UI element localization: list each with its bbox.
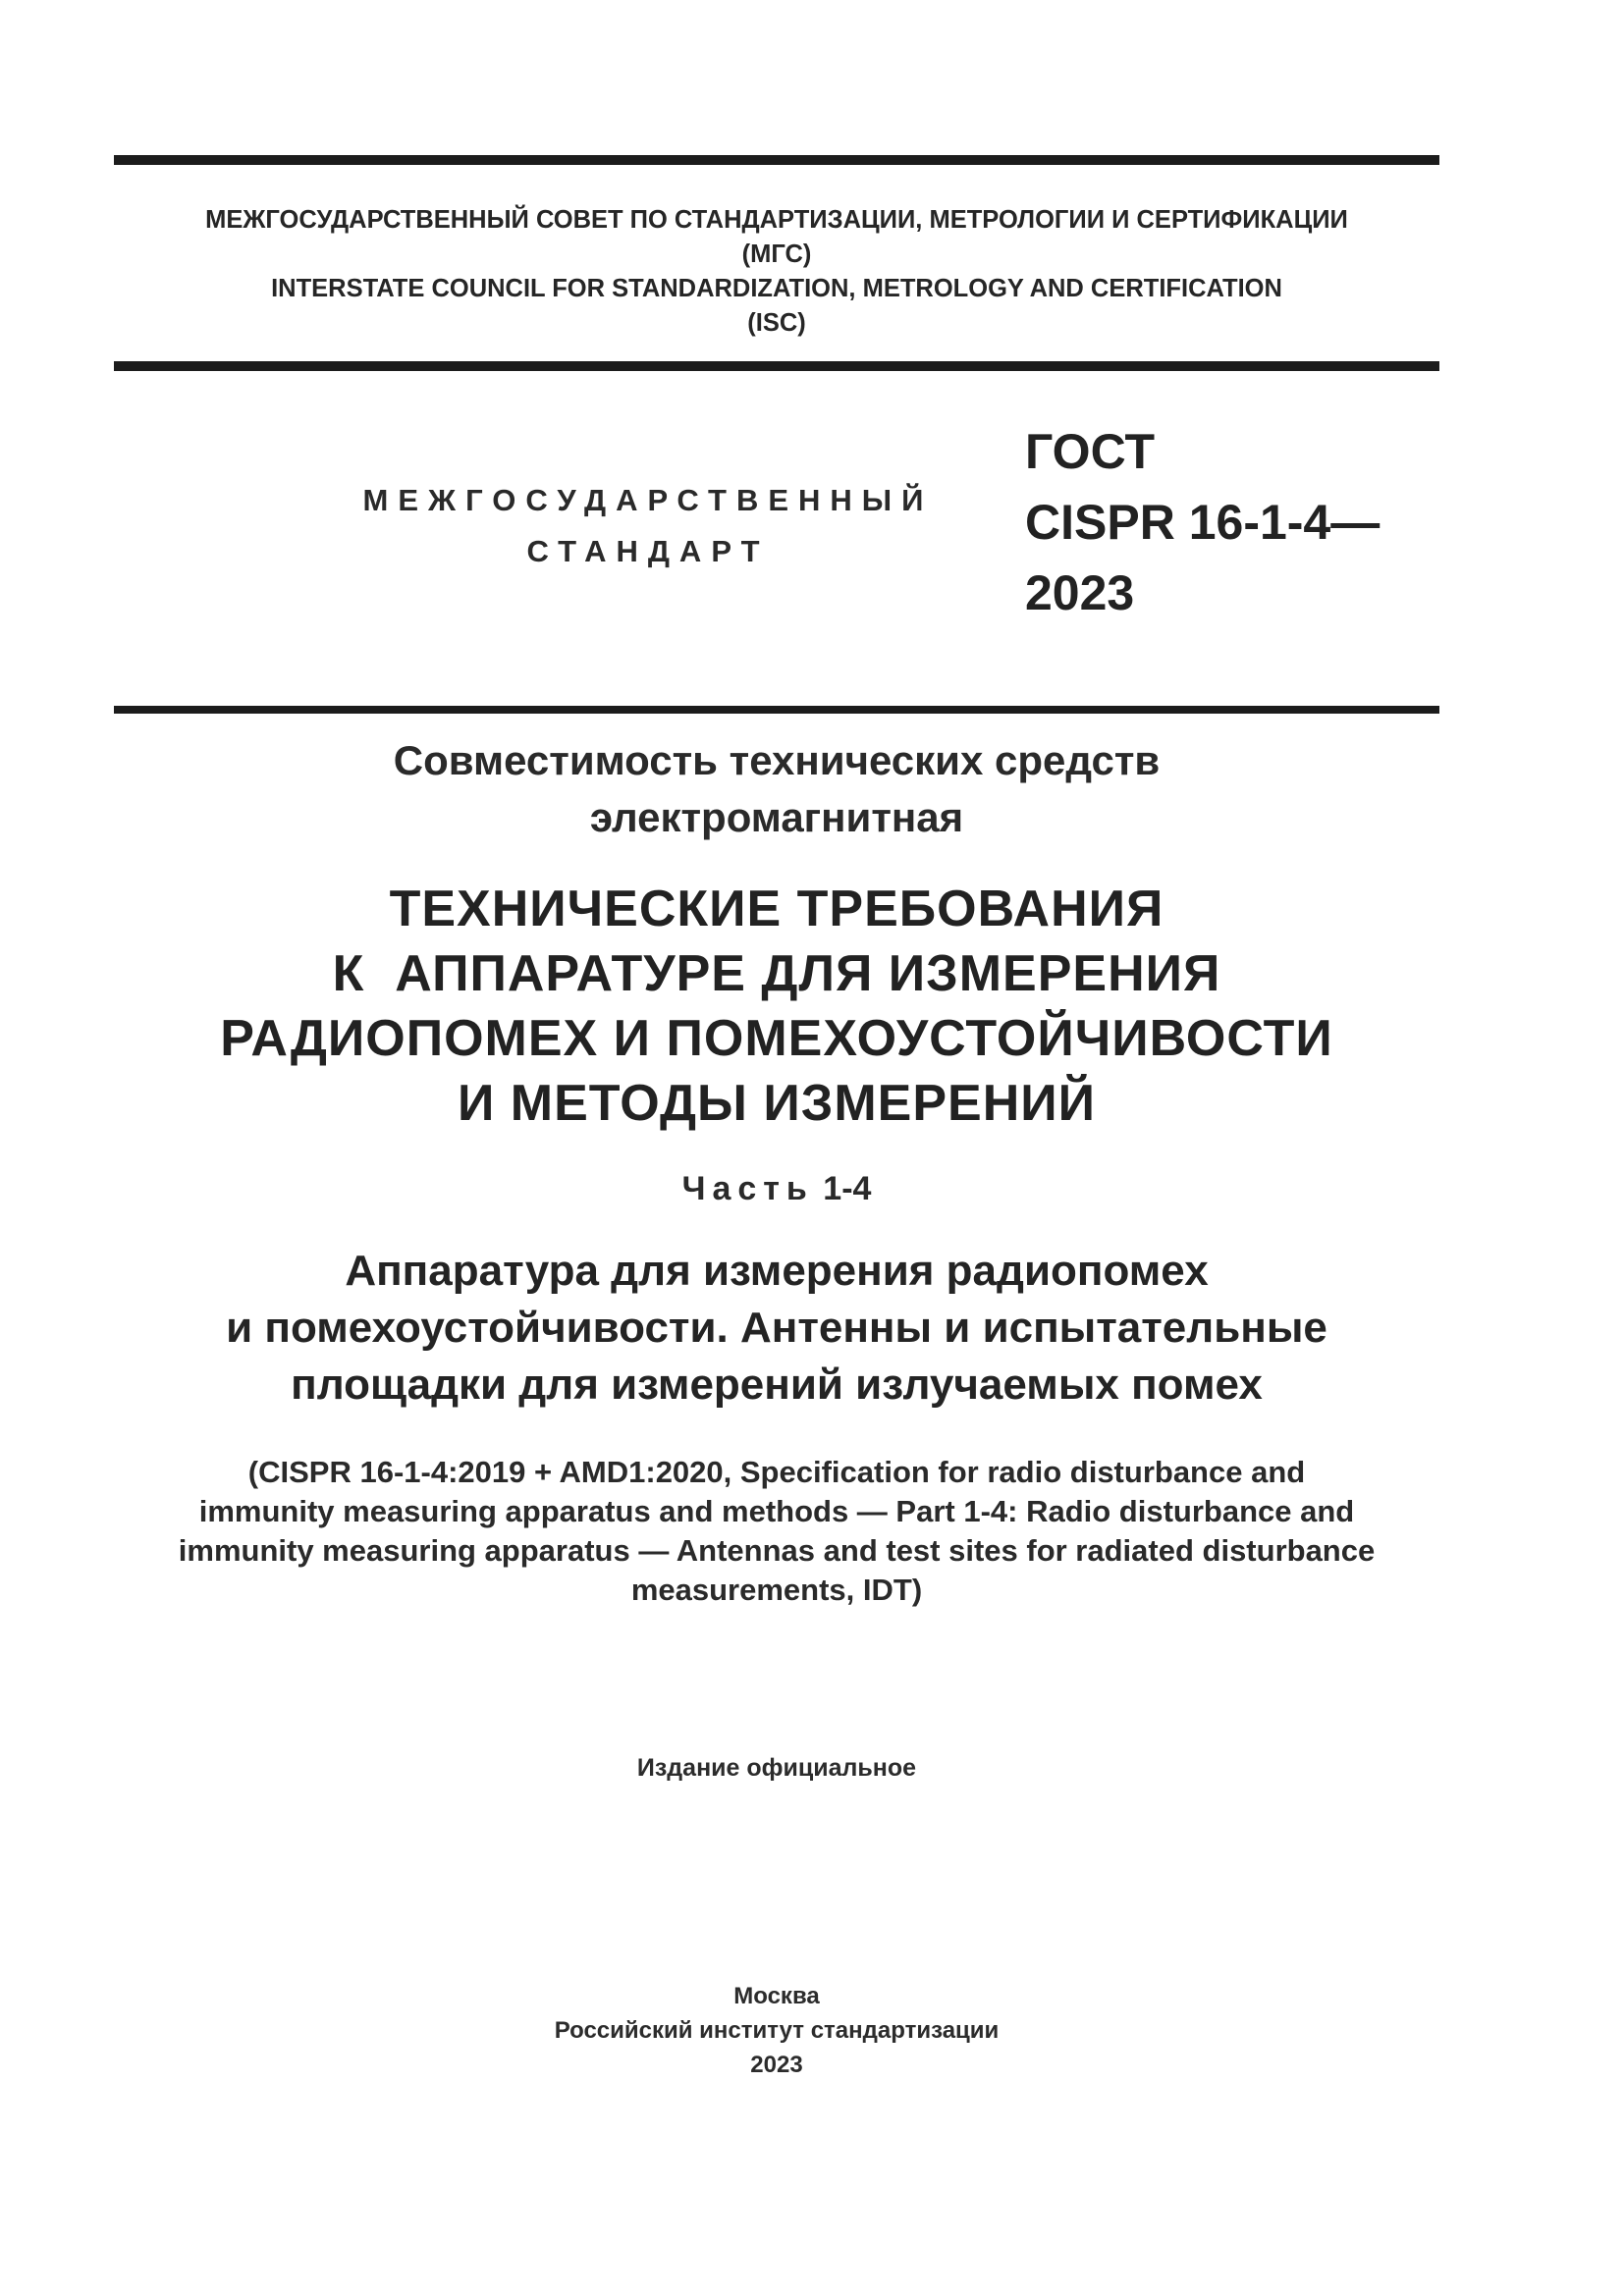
council-divider-rule — [114, 361, 1439, 371]
edition-text: Издание официальное — [636, 1754, 917, 1782]
original-reference — [114, 1453, 1439, 1610]
council-abbr-ru: (МГС) — [741, 240, 812, 268]
general-title-line1: Совместимость технических средств — [393, 737, 1161, 783]
general-title — [114, 732, 1439, 846]
standard-code-line2: CISPR 16-1-4— — [1025, 495, 1380, 550]
sub-title-line1: Аппаратура для измерения радиопомех — [345, 1247, 1209, 1295]
main-title-line4: И МЕТОДЫ ИЗМЕРЕНИЙ — [457, 1075, 1097, 1132]
sub-title-line3: площадки для измерений излучаемых помех — [291, 1361, 1263, 1409]
title-divider-rule — [114, 706, 1439, 714]
main-title-line1: ТЕХНИЧЕСКИЕ ТРЕБОВАНИЯ — [389, 881, 1164, 937]
general-title-line2: электромагнитная — [589, 794, 964, 840]
standard-code-line3: 2023 — [1025, 565, 1135, 620]
original-reference-line1: (CISPR 16-1-4:2019 + AMD1:2020, Specification for radio disturbance and — [247, 1455, 1306, 1489]
council-name-en: INTERSTATE COUNCIL FOR STANDARDIZATION, METROLOGY AND CERTIFICATION — [271, 275, 1282, 302]
publisher-organization: Российский институт стандартизации — [554, 2017, 1000, 2044]
standard-type-line2: СТАНДАРТ — [526, 534, 770, 568]
top-rule — [114, 155, 1439, 165]
edition-note — [114, 1751, 1439, 1785]
council-name-ru: МЕЖГОСУДАРСТВЕННЫЙ СОВЕТ ПО СТАНДАРТИЗАЦИИ, МЕТРОЛОГИИ И СЕРТИФИКАЦИИ — [205, 206, 1348, 234]
standard-code-line1: ГОСТ — [1025, 424, 1155, 479]
main-title-line2: К АППАРАТУРЕ ДЛЯ ИЗМЕРЕНИЯ — [332, 945, 1221, 1002]
standard-type-label — [295, 475, 1001, 577]
standard-code — [1025, 416, 1380, 628]
standard-type-line1: МЕЖГОСУДАРСТВЕННЫЙ — [362, 483, 934, 517]
main-title — [114, 877, 1439, 1136]
part-number: 1-4 — [823, 1170, 872, 1207]
sub-title-line2: и помехоустойчивости. Антенны и испытательные — [226, 1304, 1327, 1352]
publisher-block — [114, 1979, 1439, 2082]
publisher-year: 2023 — [750, 2052, 803, 2078]
part-heading — [114, 1167, 1439, 1210]
publisher-city: Москва — [733, 1983, 820, 2009]
council-header — [114, 203, 1439, 341]
sub-title — [114, 1243, 1439, 1414]
original-reference-line3: immunity measuring apparatus — Antennas and test sites for radiated disturbance — [178, 1533, 1376, 1568]
part-word: Часть — [681, 1170, 814, 1207]
main-title-line3: РАДИОПОМЕХ И ПОМЕХОУСТОЙЧИВОСТИ — [220, 1010, 1333, 1067]
original-reference-line2: immunity measuring apparatus and methods — Part 1-4: Radio disturbance and — [198, 1494, 1355, 1528]
council-abbr-en: (ISC) — [747, 309, 806, 337]
original-reference-line4: measurements, IDT) — [630, 1573, 923, 1607]
